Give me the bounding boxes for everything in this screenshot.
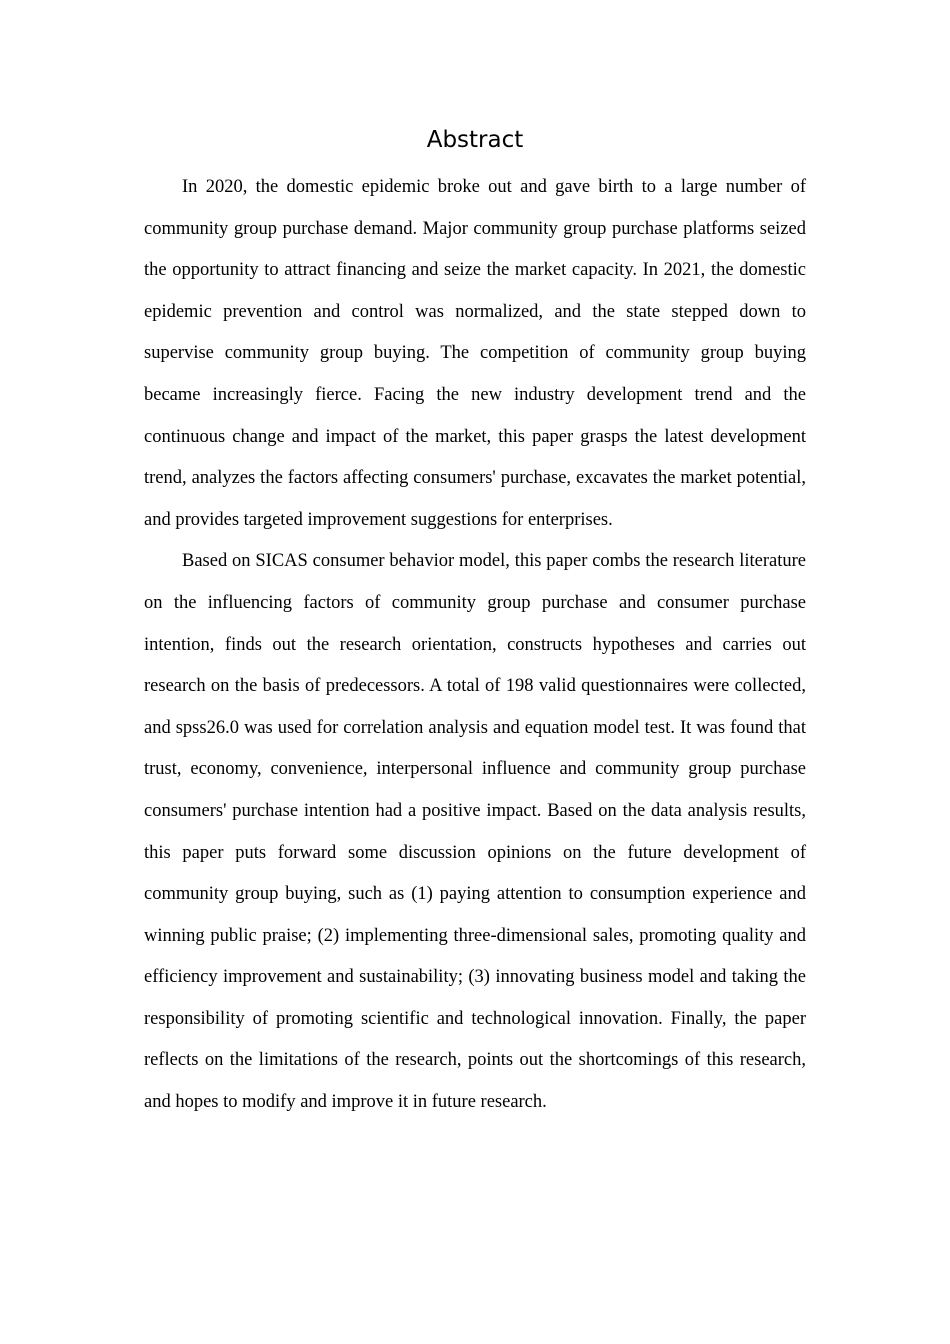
abstract-paragraph-1: In 2020, the domestic epidemic broke out and gave birth to a large number of community group purchase demand. Major community group purchase platforms seized the opportunity to attract financing and seize the market capacity. In 2021, the domestic epidemic prevention and control was normalized, and the state stepped down to supervise community group buying. The competition of community group buying became increasingly fierce. Facing the new industry development trend and the continuous change and impact of the market, this paper grasps the latest development trend, analyzes the factors affecting consumers' purchase, excavates the market potential, and provides targeted improvement suggestions for enterprises. xyxy=(144,177,806,530)
abstract-body xyxy=(144,167,806,1124)
abstract-paragraph-2: Based on SICAS consumer behavior model, this paper combs the research literature on the influencing factors of community group purchase and consumer purchase intention, finds out the research orientation, constructs hypotheses and carries out research on the basis of predecessors. A total of 198 valid questionnaires were collected, and spss26.0 was used for correlation analysis and equation model test. It was found that trust, economy, convenience, interpersonal influence and community group purchase consumers' purchase intention had a positive impact. Based on the data analysis results, this paper puts forward some discussion opinions on the future development of community group buying, such as (1) paying attention to consumption experience and winning public praise; (2) implementing three-dimensional sales, promoting quality and efficiency improvement and sustainability; (3) innovating business model and taking the responsibility of promoting scientific and technological innovation. Finally, the paper reflects on the limitations of the research, points out the shortcomings of this research, and hopes to modify and improve it in future research. xyxy=(144,551,806,1113)
abstract-title: Abstract xyxy=(426,127,524,153)
